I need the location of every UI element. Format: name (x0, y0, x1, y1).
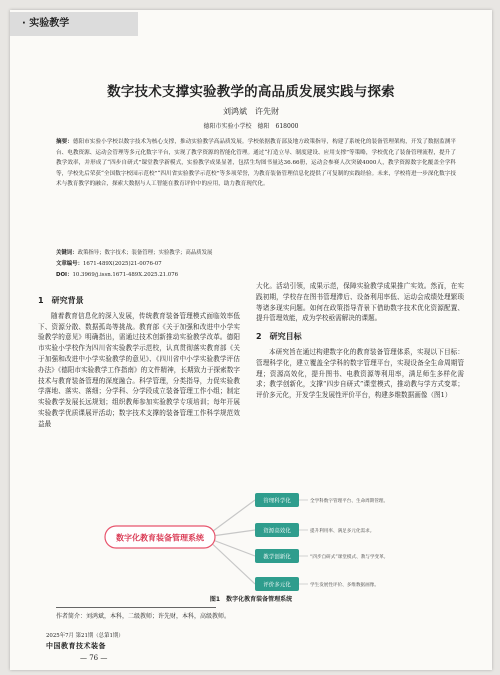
abstract-label: 摘要： (56, 139, 73, 145)
keywords-label: 关键词： (56, 250, 78, 256)
node-3 (255, 549, 388, 563)
node-1-desc: 全学科数字管理平台、生命周期管理。 (310, 499, 389, 504)
author-note: 作者简介：刘鸿斌，本科，二级教师；许先财，本科，高级教师。 (56, 613, 231, 620)
node-4-label: 评价多元化 (263, 582, 291, 589)
node-3-label: 教学创新化 (263, 554, 291, 561)
node-2 (255, 523, 374, 537)
goals-paragraph: 本研究旨在通过构建数字化的教育装备管理体系，实现以下目标：管理科学化，建立覆盖全学科的数字管理平台，实现设备全生命周期管理；资源高效化，提升图书、电教资源等利用率，满足师生多样化需求；教学创新化，支撑“四步自研式”课堂模式，推动教与学方式变革；评价多元化，开发学生发展性评价平台，构建多维数据画像（图1） (256, 347, 464, 400)
article-authors: 刘鸿斌 许先财 (223, 107, 279, 116)
keywords-line (56, 248, 456, 259)
doi-line (56, 270, 456, 281)
article-title: 数字技术支撑实验教学的高品质发展实践与探索 (107, 84, 395, 100)
footnote-divider (56, 607, 216, 608)
abstract-block (56, 137, 456, 190)
article-id-line (56, 259, 456, 270)
doi-label: DOI： (56, 272, 73, 278)
journal-name: 中国教育技术装备 (46, 641, 106, 650)
figure-caption: 图1 数字化教育装备管理系统 (209, 596, 293, 603)
keywords-text: 政策指导；数字技术；装备管理；实验教学；高品质发展 (77, 250, 213, 256)
section-heading-goals: 2 研究目标 (256, 332, 302, 342)
node-3-desc: “四步自研式”课堂模式、教与学变革。 (310, 555, 389, 560)
system-diagram (50, 472, 460, 607)
background-paragraph: 随着教育信息化的深入发展，传统教育装备管理模式面临效率低下、资源分散、数据孤岛等挑战。教育部《关于加强和改进中小学实验教学的意见》明确指出，需通过技术创新推动实验教学改革。德阳市实验小学校作为四川省实验教学示范校，认真贯彻落实教育部《关于加强和改进中小学实验教学的意见》、《四川省中小学实验教学评估办法》《德阳市实验教学工作指南》的文件精神，长期致力于探索数字技术与教育装备管理的深度融合。科学管理，分类指导，力促实验教学落地、落实、落细；分学科、分学段成立装备管理工作小组；制定实验教学发展长远规划；组织教师参加实验教学专项培训；每年开展实验教学优质课展评活动；数字技术支撑的装备管理工作科学规范效益最 (38, 311, 240, 428)
center-node-label: 数字化教育装备管理系统 (116, 533, 204, 543)
issue-info: 2025年7月 第21期（总第1期） (46, 633, 124, 639)
node-4-desc: 学生发展性评价、多维数据画像。 (310, 583, 379, 588)
article-id-label: 文章编号： (56, 261, 83, 267)
article-affiliation: 德阳市实验小学校 德阳 618000 (203, 123, 299, 130)
right-column (256, 281, 464, 401)
background-continued: 大化。活动引领，成果示范，保障实验教学成果推广实效。然而，在实践初期，学校存在图书管理滞后、设备利用率低、运动会成绩处理繁琐等诸多现实问题。如何在政策指导背景下借助数字技术优化资源配置、提升管理效能，成为学校亟需解决的课题。 (256, 282, 464, 323)
page-number: — 76 — (80, 654, 108, 662)
node-2-desc: 提升利用率、满足多元化需求。 (310, 529, 375, 534)
left-column (38, 296, 240, 430)
node-2-label: 资源高效化 (263, 528, 291, 535)
section-tab: · 实验教学 (10, 12, 138, 36)
article-id: 1671-489X(2025)21-0076-07 (82, 261, 162, 267)
journal-page (10, 10, 492, 670)
node-1-label: 管理科学化 (263, 498, 291, 505)
abstract-text: 德阳市实验小学校以数字技术为核心支撑，推动实验教学高品质发展。学校依据教育部及地方政策指导，构建了系统化的装备管理架构，开发了数据监测平台、电教资源、运动会管理等多元化数字平台，实现了教学资源的智能化管理。通过“打造立导、制度建设、应用支撑”等策略，学校优化了装备管理流程，提升了教学效率，并形成了“四步自研式”课堂教学新模式，实验教学成果显著，包括生均图书量达36.66册，运动会参赛人次突破4000人，教学资源数字化覆盖全学科等，学校先后荣获“全国数字校园示范校”“四川省实验教学示范校”等多项荣誉，为教育装备管理信息化提供了可复制的实践经验。未来，学校将进一步深化数字技术与教育教学的融合，探索大数据与人工智能在教育评价中的应用，助力教育现代化。 (56, 139, 456, 188)
node-4 (255, 577, 379, 591)
doi-text: 10.3969/j.issn.1671-489X.2025.21.076 (72, 272, 179, 278)
node-1 (255, 493, 388, 507)
section-heading-background: 1 研究背景 (38, 296, 84, 305)
